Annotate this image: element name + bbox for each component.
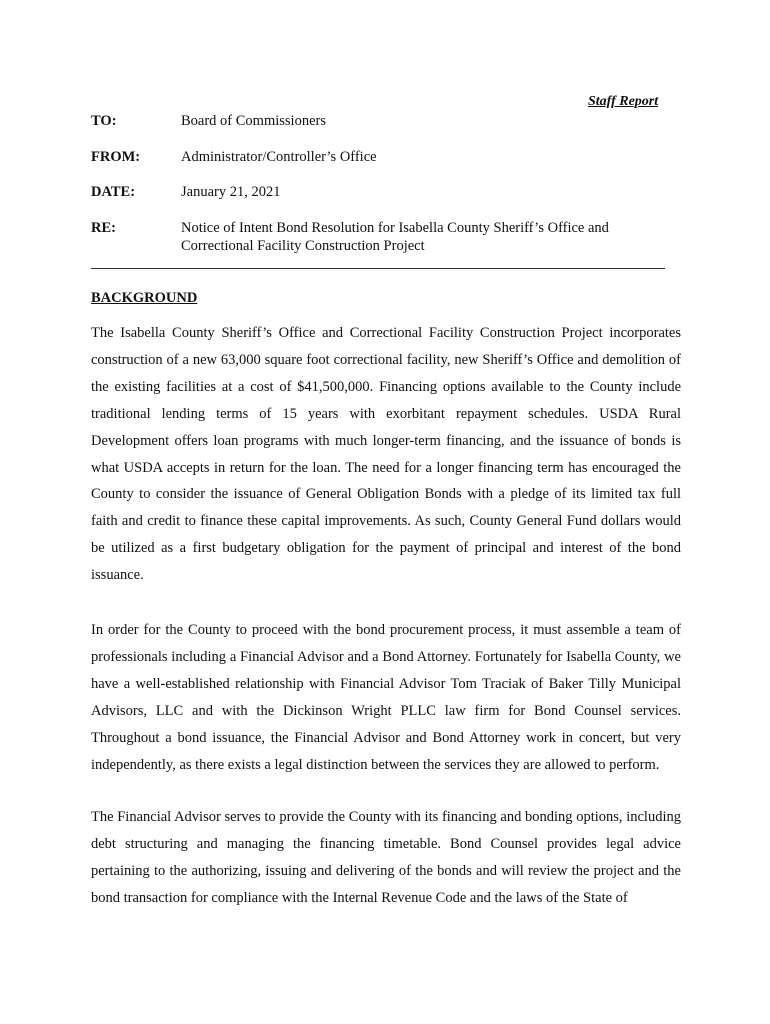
body-paragraph: In order for the County to proceed with the bond procurement process, it must assemble a team of professionals including a Financial Advisor and a Bond Attorney. Fortunately for Isabella County, we have a well-established relationship with Financial Advisor Tom Traciak of Baker Tilly Municipal Advisors, LLC and with the Dickinson Wright PLLC law firm for Bond Counsel services. Throughout a bond issuance, the Financial Advisor and Bond Attorney work in concert, but very independently, as there exists a legal distinction between the services they are allowed to perform. bbox=[91, 622, 681, 773]
body-paragraph: The Isabella County Sheriff’s Office and Correctional Facility Construction Project incorporates construction of a new 63,000 square foot correctional facility, new Sheriff’s Office and demolition of the existing facilities at a cost of $41,500,000. Financing options available to the County include traditional lending terms of 15 years with exorbitant repayment schedules. USDA Rural Development offers loan programs with much longer-term financing, and the issuance of bonds is what USDA accepts in return for the loan. The need for a longer financing term has encouraged the County to consider the issuance of General Obligation Bonds with a pledge of its limited tax full faith and credit to finance these capital improvements. As such, County General Fund dollars would be utilized as a first budgetary obligation for the payment of principal and interest of the bond issuance. bbox=[91, 325, 681, 584]
memo-to-label: TO: bbox=[91, 113, 117, 129]
body-paragraph: The Financial Advisor serves to provide the County with its financing and bonding options, including debt structuring and managing the financing timetable. Bond Counsel provides legal advice pertaining to the authorizing, issuing and delivering of the bonds and will review the project and the bond transaction for compliance with the Internal Revenue Code and the laws of the State of bbox=[91, 809, 681, 906]
section-heading-background: BACKGROUND bbox=[91, 290, 198, 306]
memo-re-label: RE: bbox=[91, 220, 116, 236]
header-divider bbox=[91, 268, 665, 269]
memo-date-value: January 21, 2021 bbox=[181, 184, 281, 200]
report-label: Staff Report bbox=[588, 94, 659, 109]
memo-from-label: FROM: bbox=[91, 149, 141, 165]
memo-to-value: Board of Commissioners bbox=[181, 113, 326, 129]
memo-date-label: DATE: bbox=[91, 184, 136, 200]
memo-re-value: Notice of Intent Bond Resolution for Isabella County Sheriff’s Office and Correctional Facility Construction Project bbox=[181, 220, 609, 254]
memo-from-value: Administrator/Controller’s Office bbox=[181, 149, 377, 165]
